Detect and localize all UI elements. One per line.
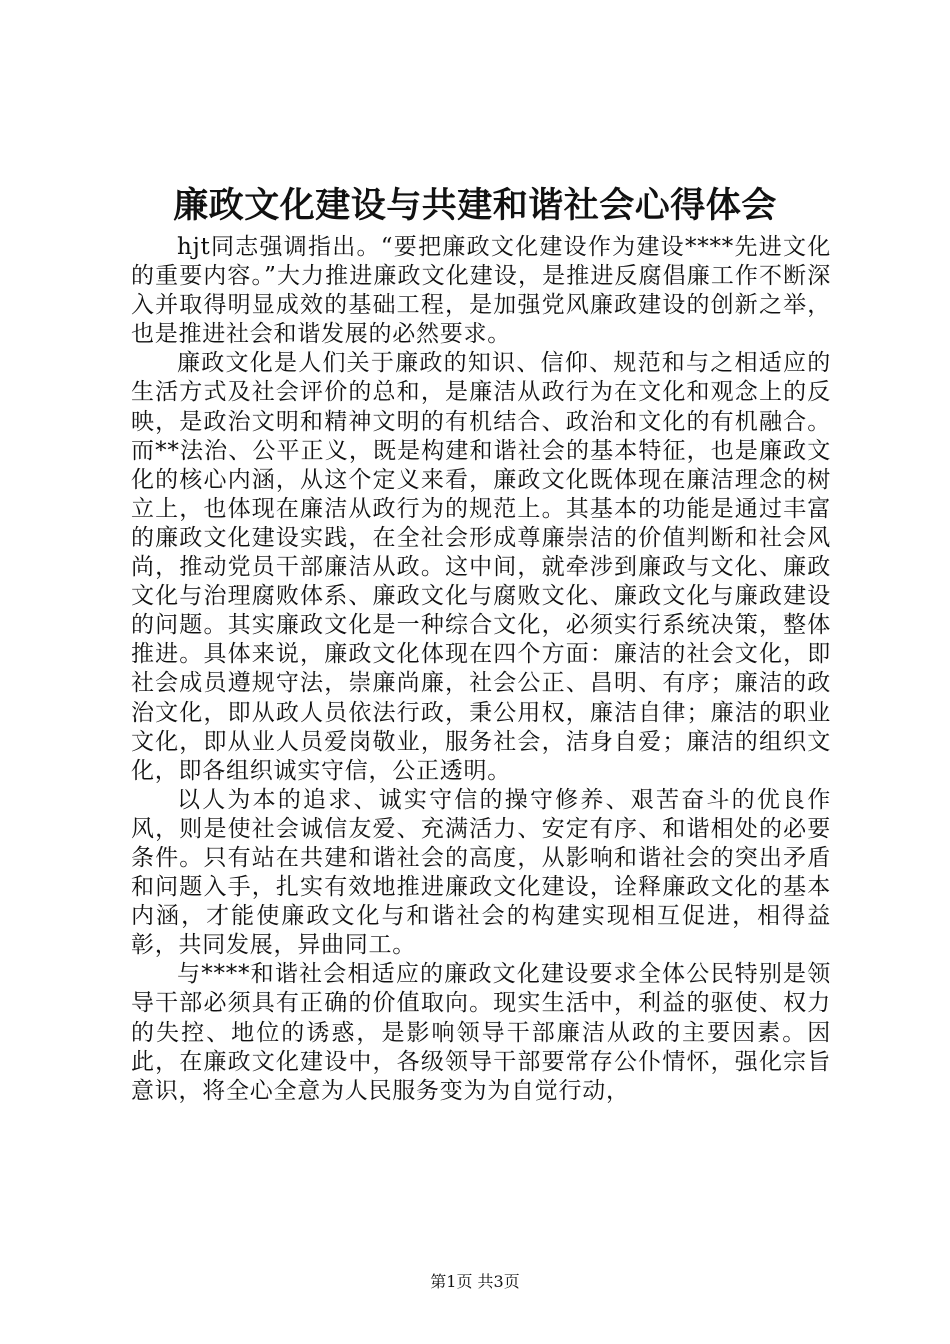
document-title: 廉政文化建设与共建和谐社会心得体会 xyxy=(173,186,777,226)
paragraph-4: 与****和谐社会相适应的廉政文化建设要求全体公民特别是领导干部必须具有正确的价值取向。现实生活中，利益的驱使、权力的失控、地位的诱惑，是影响领导干部廉洁从政的主要因素。因此，在廉政文化建设中，各级领导干部要常存公仆情怀，强化宗旨意识，将全心全意为人民服务变为为自觉行动， xyxy=(131,961,831,1104)
paragraph-2: 廉政文化是人们关于廉政的知识、信仰、规范和与之相适应的生活方式及社会评价的总和，是廉洁从政行为在文化和观念上的反映，是政治文明和精神文明的有机结合、政治和文化的有机融合。而**法治、公平正义，既是构建和谐社会的基本特征，也是廉政文化的核心内涵，从这个定义来看，廉政文化既体现在廉洁理念的树立上，也体现在廉洁从政行为的规范上。其基本的功能是通过丰富的廉政文化建设实践，在全社会形成尊廉崇洁的价值判断和社会风尚，推动党员干部廉洁从政。这中间，就牵涉到廉政与文化、廉政文化与治理腐败体系、廉政文化与腐败文化、廉政文化与廉政建设的问题。其实廉政文化是一种综合文化，必须实行系统决策，整体推进。具体来说，廉政文化体现在四个方面：廉洁的社会文化，即社会成员遵规守法，崇廉尚廉，社会公正、昌明、有序；廉洁的政治文化，即从政人员依法行政，秉公用权，廉洁自律；廉洁的职业文化，即从业人员爱岗敬业，服务社会，洁身自爱；廉洁的组织文化，即各组织诚实守信，公正透明。 xyxy=(131,350,831,784)
document-body xyxy=(131,233,831,1106)
paragraph-3: 以人为本的追求、诚实守信的操守修养、艰苦奋斗的优良作风，则是使社会诚信友爱、充满活力、安定有序、和谐相处的必要条件。只有站在共建和谐社会的高度，从影响和谐社会的突出矛盾和问题入手，扎实有效地推进廉政文化建设，诠释廉政文化的基本内涵，才能使廉政文化与和谐社会的构建实现相互促进，相得益彰，共同发展，异曲同工。 xyxy=(131,786,831,959)
page-footer: 第1页 共3页 xyxy=(430,1272,520,1291)
paragraph-1: hjt同志强调指出。“要把廉政文化建设作为建设****先进文化的重要内容。”大力推进廉政文化建设，是推进反腐倡廉工作不断深入并取得明显成效的基础工程，是加强党风廉政建设的创新之举，也是推进社会和谐发展的必然要求。 xyxy=(131,234,831,348)
